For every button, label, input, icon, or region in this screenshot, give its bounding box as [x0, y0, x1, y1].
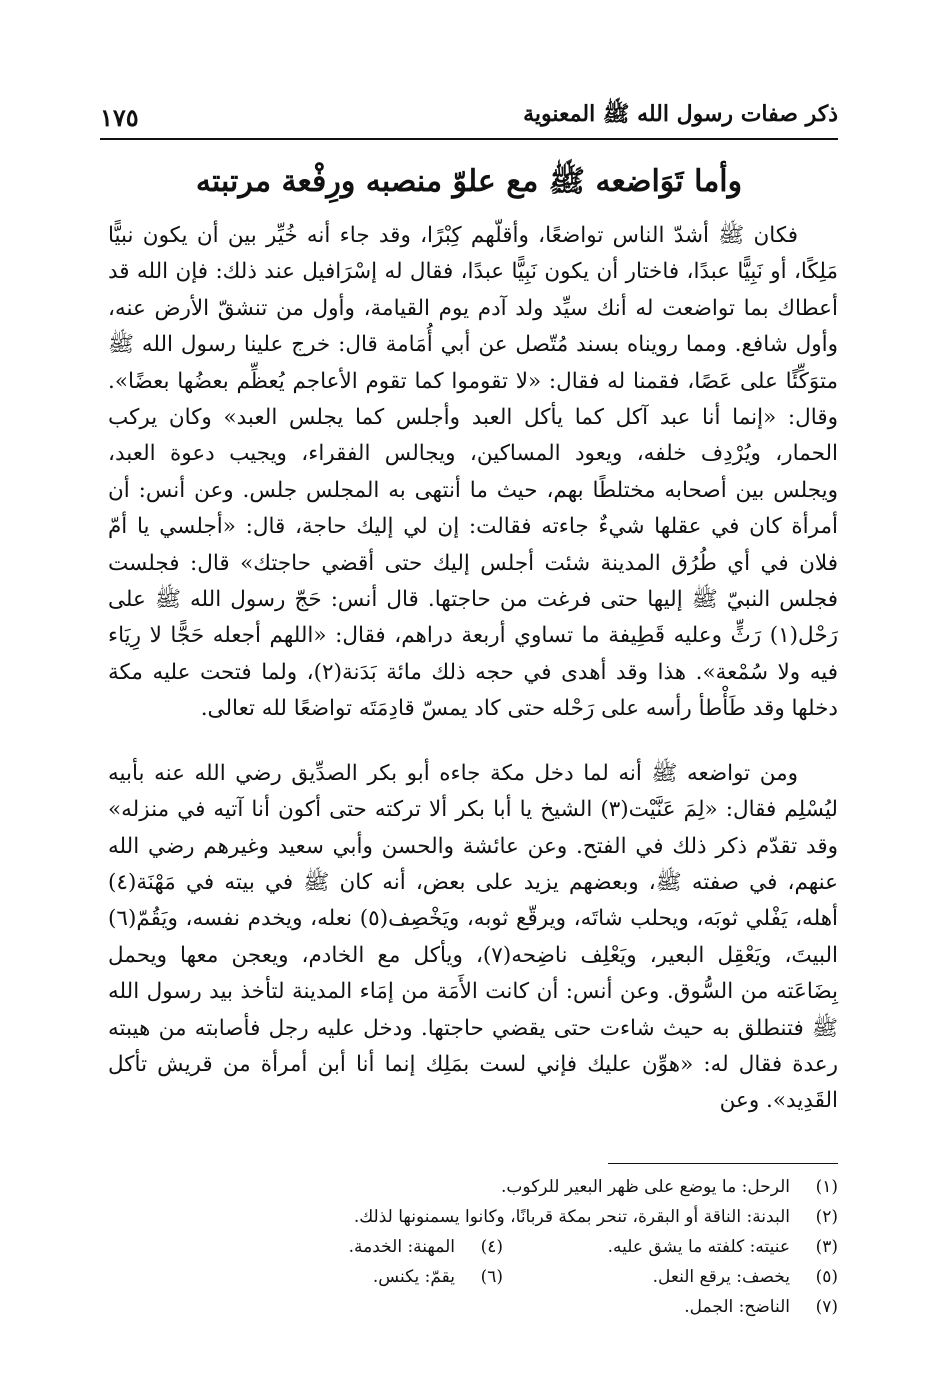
footnote-text: الرحل: ما يوضع على ظهر البعير للركوب. [501, 1177, 790, 1197]
footnote-number: (٤) [480, 1237, 503, 1257]
footnote-number: (٧) [815, 1297, 838, 1317]
section-title: وأما تَوَاضعه ﷺ مع علوّ منصبه ورِفْعة مرتبته [195, 164, 743, 199]
footnote-text: المهنة: الخدمة. [348, 1237, 455, 1257]
running-title: ذكر صفات رسول الله ﷺ المعنوية [523, 101, 838, 127]
footnote-number: (١) [815, 1177, 838, 1197]
running-header [100, 92, 838, 140]
footnote-3 [503, 1232, 838, 1262]
paragraph-2: ومن تواضعه ﷺ أنه لما دخل مكة جاءه أبو بكر الصدِّيق رضي الله عنه بأبيه ليُسْلِم فقال: «لِمَ عَنَّيْت(٣) الشيخ يا أبا بكر ألا تركته حتى أكون أنا آتيه في منزله» وقد تقدّم ذكر ذلك في الفتح. وعن عائشة والحسن وأبي سعيد وغيرهم رضي الله عنهم، في صفته ﷺ، وبعضهم يزيد على بعض، أنه كان ﷺ في بيته في مَهْنَة(٤) أهله، يَفْلي ثوبَه، ويحلب شاتَه، ويرقّع ثوبه، ويَخْصِف(٥) نعله، ويخدم نفسه، ويَقُمّ(٦) البيتَ، ويَعْقِل البعير، ويَعْلِف ناضِحه(٧)، ويأكل مع الخادم، ويعجن معها ويحمل بِضَاعَته من السُّوق. وعن أنس: أن كانت الأَمَة من إمَاء المدينة لتأخذ بيد رسول الله ﷺ فتنطلق به حيث شاءت حتى يقضي حاجتها. ودخل عليه رجل فأصابته من هيبته رعدة فقال له: «هوِّن عليك فإني لست بمَلِك إنما أنا أبن أمرأة من قريش تأكل القَدِيد». وعن [108, 760, 839, 1114]
footnote-7 [110, 1292, 838, 1322]
footnote-text: يخصف: يرقع النعل. [652, 1267, 790, 1287]
footnote-1 [110, 1172, 838, 1202]
footnote-text: البدنة: الناقة أو البقرة، تنحر بمكة قربانًا، وكانوا يسمنونها لذلك. [353, 1207, 790, 1227]
footnote-number: (٢) [815, 1207, 838, 1227]
footnote-number: (٥) [815, 1267, 838, 1287]
footnote-5 [503, 1262, 838, 1292]
footnote-row [110, 1232, 838, 1262]
footnote-divider [608, 1163, 838, 1164]
footnote-number: (٣) [815, 1237, 838, 1257]
footnote-text: يقمّ: يكنس. [372, 1267, 455, 1287]
footnote-6 [373, 1262, 503, 1292]
footnote-text: الناضح: الجمل. [684, 1297, 790, 1317]
paragraph-1: فكان ﷺ أشدّ الناس تواضعًا، وأقلّهم كِبْرًا، وقد جاء أنه خُيِّر بين أن يكون نبيًّا مَلِكًا، أو نَبِيًّا عبدًا، فاختار أن يكون نَبِيًّا عبدًا، فقال له إسْرَافيل عند ذلك: فإن الله قد أعطاك بما تواضعت له أنك سيِّد ولد آدم يوم القيامة، وأول من تنشقّ الأرض عنه، وأول شافع. ومما رويناه بسند مُتّصل عن أبي أُمَامة قال: خرج علينا رسول الله ﷺ متوَكِّئًا على عَصًا، فقمنا له فقال: «لا تقوموا كما تقوم الأعاجم يُعظِّم بعضُها بعضًا». وقال: «إنما أنا عبد آكل كما يأكل العبد وأجلس كما يجلس العبد» وكان يركب الحمار، ويُرْدِف خلفه، ويعود المساكين، ويجالس الفقراء، ويجيب دعوة العبد، ويجلس بين أصحابه مختلطًا بهم، حيث ما أنتهى به المجلس جلس. وعن أنس: أن أمرأة كان في عقلها شيءٌ جاءته فقالت: إن لي إليك حاجة، قال: «أجلسي يا أمّ فلان في أي طُرُق المدينة شئت أجلس إليك حتى أقضي حاجتك» قال: فجلست فجلس النبيّ ﷺ إليها حتى فرغت من حاجتها. قال أنس: حَجّ رسول الله ﷺ على رَحْل(١) رَثٍّ وعليه قَطِيفة ما تساوي أربعة دراهم، فقال: «اللهم أجعله حَجًّا لا رِيَاء فيه ولا سُمْعة». هذا وقد أهدى في حجه ذلك مائة بَدَنة(٢)، ولما فتحت عليه مكة دخلها وقد طَأْطأ رأسه على رَحْله حتى كاد يمسّ قادِمَتَه تواضعًا لله تعالى. [108, 223, 838, 722]
footnote-row [110, 1262, 838, 1292]
footnotes [110, 1172, 838, 1322]
footnote-4 [349, 1232, 503, 1262]
page-number: ١٧٥ [100, 103, 139, 132]
body-text [108, 218, 838, 1120]
footnote-text: عنيته: كلفته ما يشق عليه. [607, 1237, 790, 1257]
footnote-2 [110, 1202, 838, 1232]
footnote-number: (٦) [480, 1267, 503, 1287]
